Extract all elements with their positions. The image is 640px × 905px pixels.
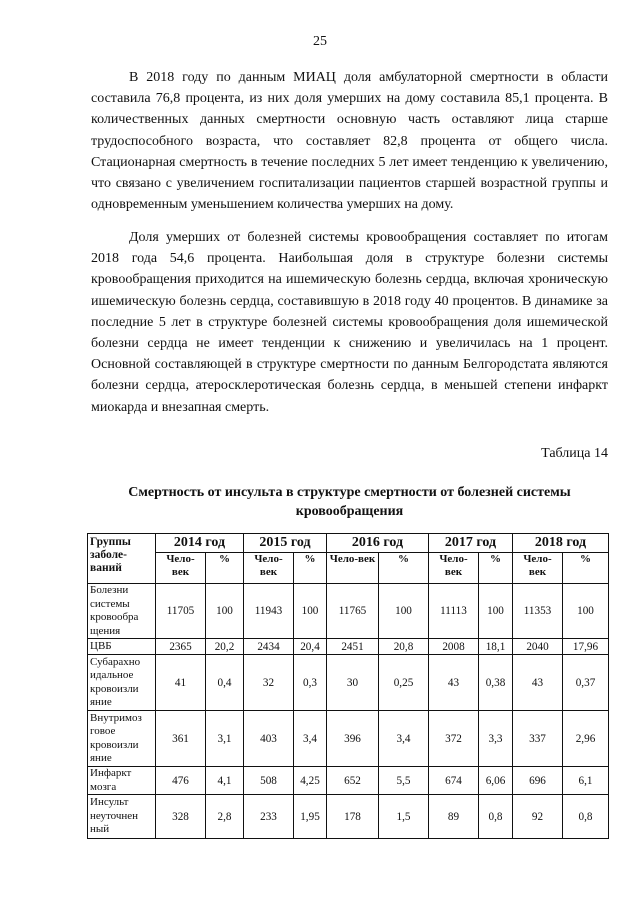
percent-cell: 18,1 — [479, 639, 513, 655]
year-header: 2014 год — [156, 534, 244, 553]
percent-cell: 6,06 — [479, 767, 513, 795]
people-cell: 11353 — [513, 584, 563, 639]
people-cell: 2434 — [244, 639, 294, 655]
percent-cell: 0,25 — [379, 655, 429, 711]
people-cell: 2451 — [327, 639, 379, 655]
people-cell: 361 — [156, 711, 206, 767]
paragraph-circulatory-mortality — [91, 227, 608, 418]
percent-cell: 4,25 — [294, 767, 327, 795]
percent-cell: 6,1 — [563, 767, 609, 795]
percent-cell: 2,96 — [563, 711, 609, 767]
people-cell: 41 — [156, 655, 206, 711]
percent-cell: 0,38 — [479, 655, 513, 711]
group-cell: Болезни системы кровообра щения — [88, 584, 156, 639]
percent-header: % — [379, 553, 429, 584]
percent-cell: 3,3 — [479, 711, 513, 767]
percent-cell: 100 — [294, 584, 327, 639]
table-row — [88, 584, 609, 639]
people-cell: 674 — [429, 767, 479, 795]
year-header: 2015 год — [244, 534, 327, 553]
people-cell: 476 — [156, 767, 206, 795]
table-header-row-years — [88, 534, 609, 553]
table-label: Таблица 14 — [541, 446, 608, 461]
people-cell: 11113 — [429, 584, 479, 639]
table-title: Смертность от инсульта в структуре смертности от болезней системы кровообращения — [128, 485, 571, 519]
group-cell: Субарахно идальное кровоизли яние — [88, 655, 156, 711]
people-cell: 233 — [244, 795, 294, 839]
percent-cell: 20,4 — [294, 639, 327, 655]
percent-cell: 3,1 — [206, 711, 244, 767]
group-cell: ЦВБ — [88, 639, 156, 655]
people-cell: 178 — [327, 795, 379, 839]
percent-cell: 20,2 — [206, 639, 244, 655]
year-header: 2017 год — [429, 534, 513, 553]
group-header: Группы заболе-ваний — [88, 534, 156, 584]
people-cell: 2365 — [156, 639, 206, 655]
people-cell: 2040 — [513, 639, 563, 655]
people-cell: 11943 — [244, 584, 294, 639]
people-cell: 32 — [244, 655, 294, 711]
percent-cell: 17,96 — [563, 639, 609, 655]
percent-cell: 0,8 — [479, 795, 513, 839]
people-cell: 328 — [156, 795, 206, 839]
percent-cell: 3,4 — [294, 711, 327, 767]
table-row — [88, 639, 609, 655]
people-cell: 696 — [513, 767, 563, 795]
percent-cell: 100 — [563, 584, 609, 639]
people-cell: 89 — [429, 795, 479, 839]
group-cell: Внутримоз говое кровоизли яние — [88, 711, 156, 767]
people-cell: 2008 — [429, 639, 479, 655]
people-cell: 43 — [429, 655, 479, 711]
paragraph-text: Доля умерших от болезней системы кровообращения составляет по итогам 2018 года 54,6 процента. Наибольшая доля в структуре болезни системы кровообращения приходится на ишемическую болезнь сердца, включая хроническую ишемическую болезнь сердца, составившую в 2018 году 40 процентов. В динамике за последние 5 лет в структуре болезней системы кровообращения доля ишемической болезни сердца не имеет тенденции к снижению и увеличилась на 1 процент. Основной составляющей в структуре смертности по данным Белгородстата являются болезни сердца, атеросклеротическая болезнь сердца, в меньшей степени инфаркт миокарда и внезапная смерть. — [91, 230, 608, 415]
percent-cell: 1,95 — [294, 795, 327, 839]
percent-header: % — [206, 553, 244, 584]
percent-cell: 100 — [379, 584, 429, 639]
stroke-mortality-table — [87, 533, 609, 839]
people-cell: 92 — [513, 795, 563, 839]
percent-cell: 4,1 — [206, 767, 244, 795]
percent-header: % — [563, 553, 609, 584]
people-cell: 11705 — [156, 584, 206, 639]
people-cell: 30 — [327, 655, 379, 711]
percent-cell: 100 — [206, 584, 244, 639]
people-header: Чело-век — [327, 553, 379, 584]
people-header: Чело-век — [156, 553, 206, 584]
people-cell: 11765 — [327, 584, 379, 639]
table-row — [88, 655, 609, 711]
paragraph-ambulatory-mortality — [91, 67, 608, 215]
people-cell: 337 — [513, 711, 563, 767]
percent-cell: 1,5 — [379, 795, 429, 839]
table-row — [88, 795, 609, 839]
percent-cell: 3,4 — [379, 711, 429, 767]
people-cell: 652 — [327, 767, 379, 795]
group-cell: Инсульт неуточнен ный — [88, 795, 156, 839]
percent-header: % — [479, 553, 513, 584]
table-header-row-units — [88, 553, 609, 584]
paragraph-text: В 2018 году по данным МИАЦ доля амбулаторной смертности в области составила 76,8 процента, из них доля умерших на дому составила 85,1 процента. В количественных данных смертности основную часть оставляют лица старше трудоспособного возраста, что составляет 82,8 процента от общего числа. Стационарная смертность в течение последних 5 лет имеет тенденцию к увеличению, что связано с увеличением госпитализации пациентов старшей возрастной группы и одновременным уменьшением количества умерших на дому. — [91, 70, 608, 213]
page-number: 25 — [313, 34, 327, 49]
percent-header: % — [294, 553, 327, 584]
people-cell: 43 — [513, 655, 563, 711]
people-header: Чело-век — [244, 553, 294, 584]
group-cell: Инфаркт мозга — [88, 767, 156, 795]
people-cell: 396 — [327, 711, 379, 767]
year-header: 2016 год — [327, 534, 429, 553]
table-row — [88, 711, 609, 767]
people-header: Чело-век — [429, 553, 479, 584]
percent-cell: 5,5 — [379, 767, 429, 795]
percent-cell: 0,37 — [563, 655, 609, 711]
people-header: Чело-век — [513, 553, 563, 584]
people-cell: 403 — [244, 711, 294, 767]
percent-cell: 20,8 — [379, 639, 429, 655]
table-row — [88, 767, 609, 795]
year-header: 2018 год — [513, 534, 609, 553]
percent-cell: 0,4 — [206, 655, 244, 711]
percent-cell: 100 — [479, 584, 513, 639]
people-cell: 508 — [244, 767, 294, 795]
percent-cell: 0,3 — [294, 655, 327, 711]
percent-cell: 2,8 — [206, 795, 244, 839]
percent-cell: 0,8 — [563, 795, 609, 839]
people-cell: 372 — [429, 711, 479, 767]
